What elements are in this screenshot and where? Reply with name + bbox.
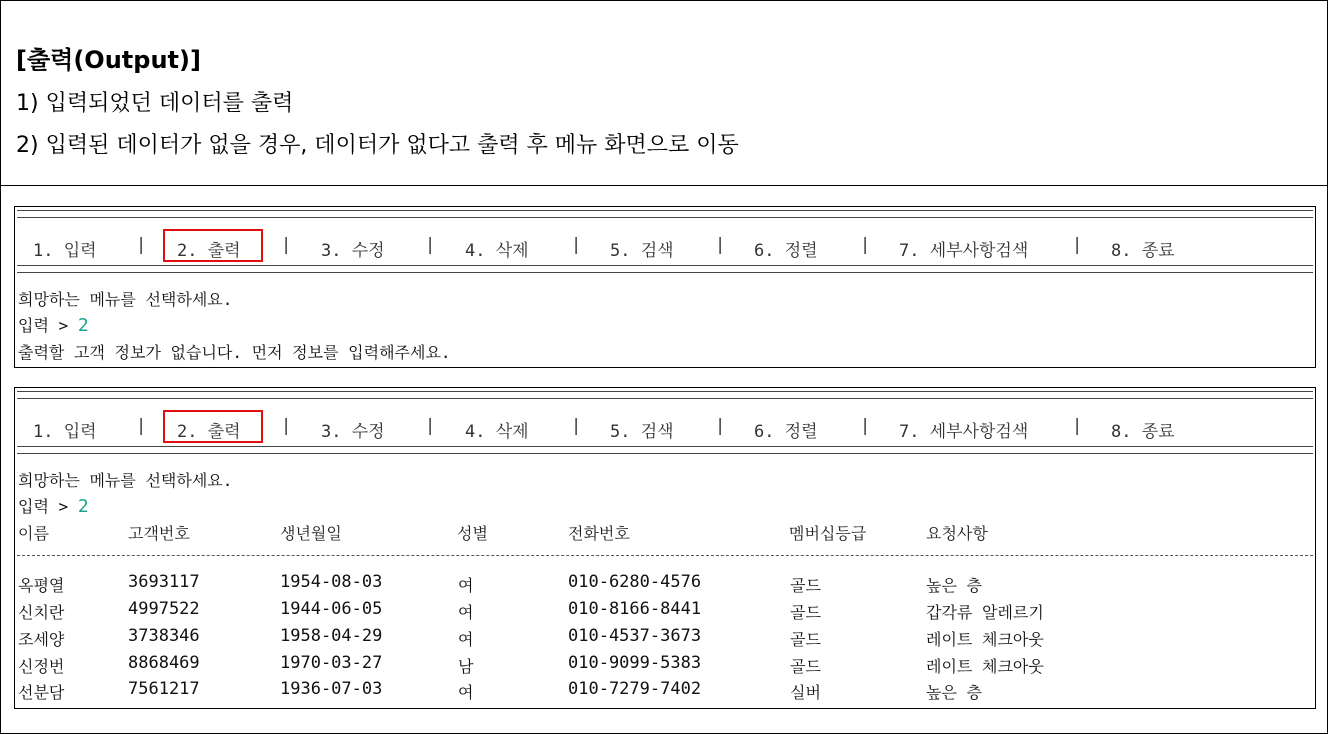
main-menu xyxy=(15,231,1315,261)
column-header-gender: 성별 xyxy=(457,524,488,543)
cell-name: 신정번 xyxy=(18,657,65,676)
main-menu xyxy=(15,412,1315,442)
menu-item-edit[interactable]: 3. 수정 xyxy=(321,241,385,261)
column-header-birthdate: 생년월일 xyxy=(280,524,342,543)
cell-membership: 골드 xyxy=(790,603,821,622)
instructions-header xyxy=(0,0,1328,186)
menu-item-exit[interactable]: 8. 종료 xyxy=(1111,422,1175,442)
cell-customer-id: 3693117 xyxy=(128,572,200,592)
cell-customer-id: 3738346 xyxy=(128,626,200,646)
cell-membership: 실버 xyxy=(790,683,821,702)
menu-separator: | xyxy=(136,235,147,255)
menu-item-edit[interactable]: 3. 수정 xyxy=(321,422,385,442)
menu-separator: | xyxy=(136,416,147,436)
menu-separator: | xyxy=(281,416,292,436)
menu-separator: | xyxy=(860,416,871,436)
column-header-requests: 요청사항 xyxy=(926,524,988,543)
menu-item-output[interactable] xyxy=(177,417,241,442)
cell-birthdate: 1954-08-03 xyxy=(280,572,383,592)
cell-requests: 레이트 체크아웃 xyxy=(926,657,1044,676)
cell-name: 옥평열 xyxy=(18,576,65,595)
cell-customer-id: 7561217 xyxy=(128,679,200,699)
menu-bottom-rule xyxy=(17,265,1313,273)
cell-requests: 높은 층 xyxy=(926,576,983,595)
cell-gender: 여 xyxy=(458,630,474,649)
no-data-message: 출력할 고객 정보가 없습니다. 먼저 정보를 입력해주세요. xyxy=(18,343,451,362)
column-header-customer-id: 고객번호 xyxy=(128,524,190,543)
menu-top-rule xyxy=(17,391,1313,399)
menu-separator: | xyxy=(715,416,726,436)
prompt-label: 입력 > xyxy=(18,497,69,516)
column-header-membership: 멤버십등급 xyxy=(789,524,867,543)
cell-membership: 골드 xyxy=(790,630,821,649)
menu-item-delete[interactable]: 4. 삭제 xyxy=(465,241,529,261)
section-title: [출력(Output)] xyxy=(16,46,201,74)
menu-item-sort[interactable]: 6. 정렬 xyxy=(754,241,818,261)
cell-phone: 010-8166-8441 xyxy=(568,599,702,619)
select-menu-message: 희망하는 메뉴를 선택하세요. xyxy=(18,290,233,309)
cell-membership: 골드 xyxy=(790,657,821,676)
menu-separator: | xyxy=(860,235,871,255)
menu-item-search[interactable]: 5. 검색 xyxy=(610,422,674,442)
menu-item-input[interactable]: 1. 입력 xyxy=(33,422,97,442)
cell-gender: 여 xyxy=(458,683,474,702)
menu-bottom-rule xyxy=(17,446,1313,454)
cell-phone: 010-9099-5383 xyxy=(568,653,702,673)
cell-requests: 높은 층 xyxy=(926,683,983,702)
cell-birthdate: 1936-07-03 xyxy=(280,679,383,699)
highlight-box xyxy=(163,229,263,262)
menu-separator: | xyxy=(571,235,582,255)
input-prompt xyxy=(18,494,89,517)
cell-gender: 여 xyxy=(458,603,474,622)
prompt-value[interactable]: 2 xyxy=(77,315,89,336)
cell-customer-id: 8868469 xyxy=(128,653,200,673)
console-empty-output xyxy=(14,206,1316,368)
cell-gender: 남 xyxy=(458,657,474,676)
input-prompt xyxy=(18,313,89,336)
cell-phone: 010-4537-3673 xyxy=(568,626,702,646)
cell-name: 신치란 xyxy=(18,603,65,622)
header-divider xyxy=(17,555,1313,556)
cell-requests: 레이트 체크아웃 xyxy=(926,630,1044,649)
menu-item-sort[interactable]: 6. 정렬 xyxy=(754,422,818,442)
menu-item-delete[interactable]: 4. 삭제 xyxy=(465,422,529,442)
cell-customer-id: 4997522 xyxy=(128,599,200,619)
menu-separator: | xyxy=(715,235,726,255)
menu-item-input[interactable]: 1. 입력 xyxy=(33,241,97,261)
requirement-2: 2) 입력된 데이터가 없을 경우, 데이터가 없다고 출력 후 메뉴 화면으로 이동 xyxy=(16,133,739,158)
highlight-box xyxy=(163,410,263,443)
menu-item-search[interactable]: 5. 검색 xyxy=(610,241,674,261)
cell-phone: 010-6280-4576 xyxy=(568,572,702,592)
menu-item-exit[interactable]: 8. 종료 xyxy=(1111,241,1175,261)
cell-membership: 골드 xyxy=(790,576,821,595)
cell-requests: 갑각류 알레르기 xyxy=(926,603,1044,622)
select-menu-message: 희망하는 메뉴를 선택하세요. xyxy=(18,471,233,490)
menu-item-output-label: 2. 출력 xyxy=(177,241,241,261)
column-header-phone: 전화번호 xyxy=(568,524,630,543)
cell-gender: 여 xyxy=(458,576,474,595)
column-header-name: 이름 xyxy=(18,524,49,543)
cell-birthdate: 1944-06-05 xyxy=(280,599,383,619)
menu-separator: | xyxy=(1072,416,1083,436)
console-data-output xyxy=(14,387,1316,709)
cell-name: 조세양 xyxy=(18,630,65,649)
prompt-label: 입력 > xyxy=(18,316,69,335)
cell-phone: 010-7279-7402 xyxy=(568,679,702,699)
cell-name: 선분담 xyxy=(18,683,65,702)
requirement-1: 1) 입력되었던 데이터를 출력 xyxy=(16,91,294,116)
menu-item-detail-search[interactable]: 7. 세부사항검색 xyxy=(899,422,1029,442)
menu-item-detail-search[interactable]: 7. 세부사항검색 xyxy=(899,241,1029,261)
menu-item-output-label: 2. 출력 xyxy=(177,422,241,442)
menu-separator: | xyxy=(425,235,436,255)
menu-item-output[interactable] xyxy=(177,236,241,261)
prompt-value[interactable]: 2 xyxy=(77,496,89,517)
menu-separator: | xyxy=(1072,235,1083,255)
menu-separator: | xyxy=(571,416,582,436)
menu-separator: | xyxy=(281,235,292,255)
menu-top-rule xyxy=(17,210,1313,218)
cell-birthdate: 1970-03-27 xyxy=(280,653,383,673)
cell-birthdate: 1958-04-29 xyxy=(280,626,383,646)
menu-separator: | xyxy=(425,416,436,436)
